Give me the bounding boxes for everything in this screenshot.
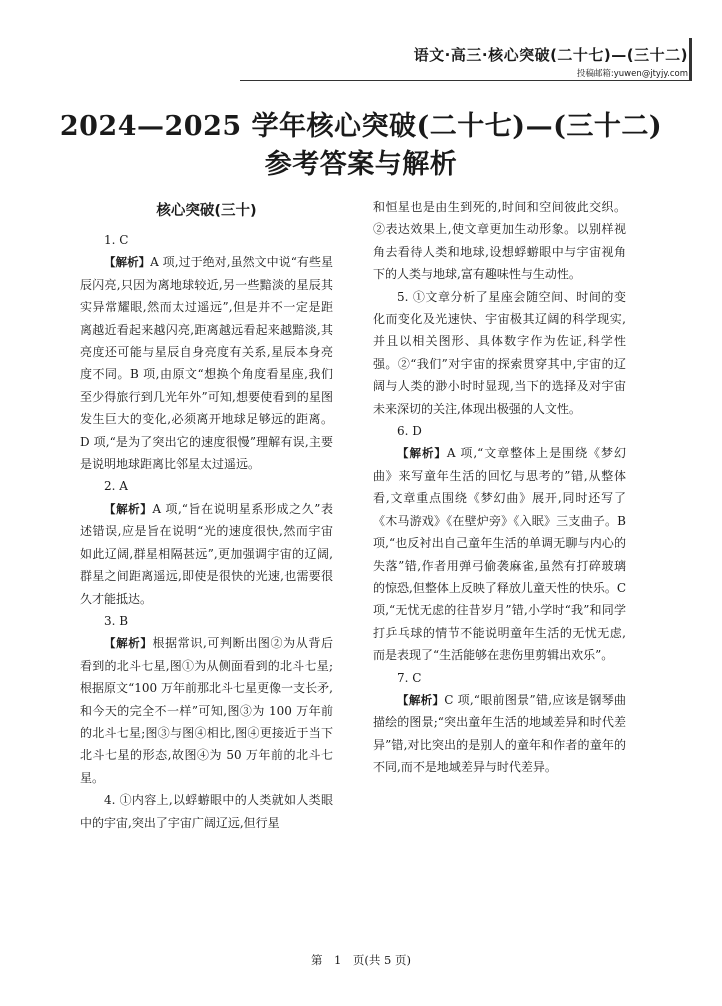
analysis-2: 【解析】A 项,“旨在说明星系形成之久”表述错误,应是旨在说明“光的速度很快,然而宇宙如此辽阔,群星相隔甚远”,更加强调宇宙的辽阔,群星之间距离遥远,即使是很快的光速,也需要很久才能抵达。 — [80, 501, 333, 606]
section-heading: 核心突破(三十) — [156, 203, 257, 219]
analysis-tag: 【解析】 — [104, 636, 153, 651]
left-column — [80, 196, 333, 834]
analysis-7: 【解析】C 项,“眼前图景”错,应该是钢琴曲描绘的图景;“突出童年生活的地域差异和时代差异”错,对比突出的是别人的童年和作者的童年的不同,而不是地域差异与时代差异。 — [373, 692, 627, 775]
page-title: 2024—2025 学年核心突破(二十七)—(三十二) — [59, 111, 663, 142]
header-email: 投稿邮箱:yuwen@jtyjy.com — [576, 69, 688, 79]
answer-item-7: 7. C — [397, 670, 422, 685]
analysis-tag: 【解析】 — [397, 446, 447, 461]
answer-item-5: 5. ①文章分析了星座会随空间、时间的变化而变化及光速快、宇宙极其辽阔的科学现实,并且以相关图形、具体数字作为佐证,科学性强。②“我们”对宇宙的探索贯穿其中,宇宙的辽阔与人类的渺小时时显现,当下的选择及对宇宙未来深切的关注,体现出极强的人文性。 — [373, 289, 626, 416]
page-footer: 第 1 页(共 5 页) — [311, 953, 411, 967]
answer-item-4-continued: 和恒星也是由生到死的,时间和空间彼此交织。②表达效果上,使文章更加生动形象。以别样视角去看待人类和地球,设想蜉蝣眼中与宇宙视角下的人类与地球,富有趣味性与生动性。 — [373, 200, 626, 282]
right-column — [373, 196, 626, 779]
analysis-tag: 【解析】 — [397, 692, 445, 707]
header-title: 语文·高三·核心突破(二十七)—(三十二) — [413, 46, 688, 64]
answer-item-6: 6. D — [397, 424, 422, 439]
analysis-tag: 【解析】 — [104, 255, 151, 270]
analysis-1: 【解析】A 项,过于绝对,虽然文中说“有些星辰闪亮,只因为离地球较近,另一些黯淡的星辰其实异常耀眼,然而太过遥远”,但是并不一定是距离越近看起来越闪亮,距离越远看起来越黯淡,其亮度还可能与星辰自身亮度有关系,星辰本身亮度不同。B 项,由原文“想换个角度看星座,我们至少得旅行到几光年外”可知,想要使看到的星图发生巨大的变化,必须离开地球足够远的距离。D 项,“是为了突出它的速度很慢”理解有误,主要是说明地球距离比邻星太过遥远。 — [80, 255, 334, 472]
analysis-6: 【解析】A 项,“文章整体上是围绕《梦幻曲》来写童年生活的回忆与思考的”错,从整体看,文章重点围绕《梦幻曲》展开,同时还写了《木马游戏》《在壁炉旁》《入眠》三支曲子。B 项,“也反衬出自己童年生活的单调无聊与内心的失落”错,作者用弹弓偷袭麻雀,虽然有打碎玻璃的惊恐,但整体上反映了释放儿童天性的快乐。C 项,“无忧无虑的往昔岁月”错,小学时“我”和同学打乒乓球的情节不能说明童年生活的无忧无虑,而是表现了“生活能够在悲伤里剪辑出欢乐”。 — [373, 446, 627, 663]
answer-item-4: 4. ①内容上,以蜉蝣眼中的人类就如人类眼中的宇宙,突出了宇宙广阔辽远,但行星 — [80, 793, 333, 830]
header-divider — [240, 80, 692, 81]
page-subtitle: 参考答案与解析 — [264, 149, 458, 180]
header-accent-bar — [689, 38, 692, 80]
analysis-3: 【解析】根据常识,可判断出图②为从背后看到的北斗七星,图①为从侧面看到的北斗七星;根据原文“100 万年前那北斗七星更像一支长矛,和今天的完全不一样”可知,图③为 100 万年前的北斗七星;图③与图④相比,图④更接近于当下北斗七星的形态,故图④为 50 万年前的北斗七星。 — [80, 636, 333, 785]
answer-item-1: 1. C — [104, 233, 129, 247]
answer-item-3: 3. B — [104, 613, 129, 628]
analysis-tag: 【解析】 — [104, 501, 153, 516]
answer-item-2: 2. A — [104, 479, 128, 494]
